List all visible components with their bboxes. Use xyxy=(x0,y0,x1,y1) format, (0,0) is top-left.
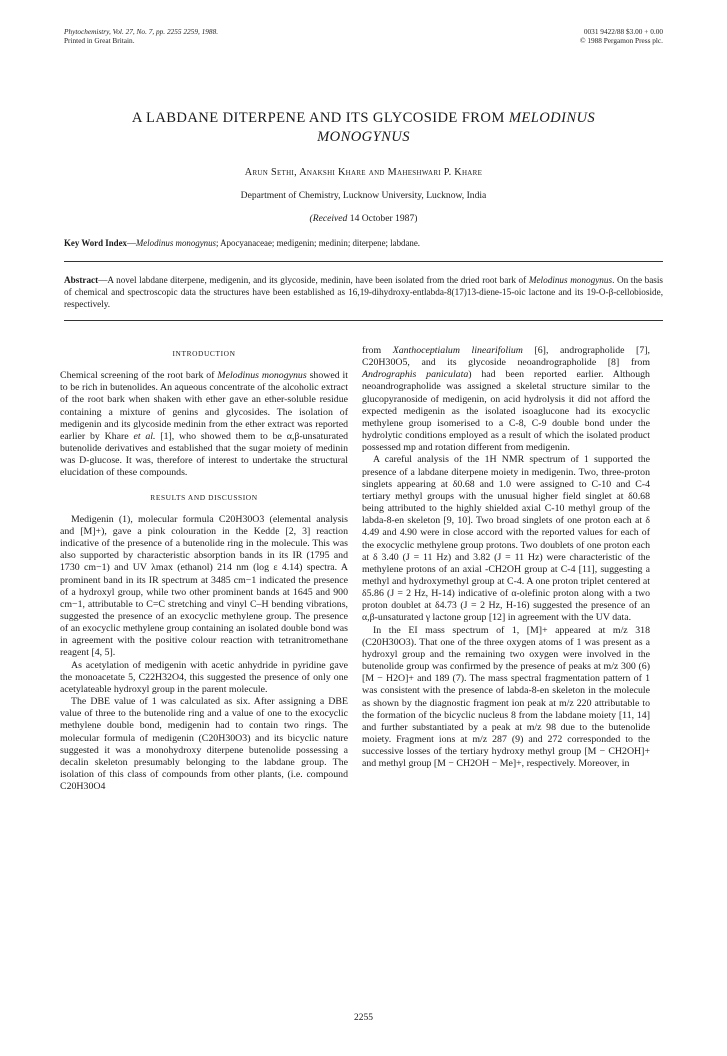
issn-price-line: 0031 9422/88 $3.00 + 0.00 xyxy=(583,27,663,36)
paper-title xyxy=(60,109,667,146)
paragraph xyxy=(362,345,650,454)
abstract-label: Abstract xyxy=(64,275,99,285)
right-column xyxy=(362,345,650,770)
section-heading-introduction: INTRODUCTION xyxy=(172,349,236,358)
journal-citation xyxy=(64,27,218,45)
text-run: from xyxy=(362,345,382,356)
paragraph xyxy=(60,370,348,479)
text-run: showed it to be rich in butenolides. An aqueous concentrate of the alcoholic extract of the root bark when shaken with ether gave an ether-soluble residue containing a mixture of genins and glycosides. The isolation of medigenin and its glycoside medinin from the ether extract was reported earlier by Khare xyxy=(60,370,348,442)
printed-in-line: Printed in Great Britain. xyxy=(64,36,135,45)
paragraph: Medigenin (1), molecular formula C20H30O3 (elemental analysis and [M]+), gave a pink colouration in the Kedde [2, 3] reaction indicative of the presence of a butenolide ring in the molecule. This was also supported by characteristic absorption bands in its IR (1795 and 1730 cm−1) and UV λmax (ethanol) 214 nm (log ε 4.14) spectra. A prominent band in its IR spectrum at 3485 cm−1 indicated the presence of a hydroxyl group, while two other prominent bands at 1645 and 900 cm−1, attributable to C=C stretching and vinyl C–H bending vibrations, suggested the presence of an exocyclic methylene group. The presence of an exocyclic methylene group containing an isolated double bond was in agreement with the positive colour reaction with tetranitromethane reagent [4, 5]. xyxy=(60,513,348,659)
text-run: [1], who showed them to be α,β-unsaturated butenolide derivatives and established that the sugar moiety of medinin was D-glucose. It was, therefore of interest to undertake the structural elucidation of these compounds. xyxy=(60,430,348,479)
paragraph: The DBE value of 1 was calculated as six. After assigning a DBE value of three to the butenolide ring and a value of one to the exocyclic methylene double bond, medigenin had to contain two rings. The molecular formula of medigenin (C20H30O3) and its bicyclic nature suggested it was a monohydroxy diterpene butenolide possessing a decalin skeleton presumably belonging to the labdane group. The isolation of this class of compounds from other plants, (i.e. compound C20H30O4 xyxy=(60,696,348,793)
title-italic-species: MONOGYNUS xyxy=(317,128,410,145)
paragraph: As acetylation of medigenin with acetic anhydride in pyridine gave the monoacetate 5, C22H32O4, this suggested the presence of only one acetylateable hydroxyl group in the parent molecule. xyxy=(60,659,348,695)
title-text: A LABDANE DITERPENE AND ITS GLYCOSIDE FROM xyxy=(131,110,505,126)
keyword-species: Melodinus monogynus xyxy=(135,238,216,248)
page-number: 2255 xyxy=(354,1013,373,1023)
keyword-index: Key Word Index—Melodinus monogynus; Apocyanaceae; medigenin; medinin; diterpene; labdane. xyxy=(64,238,421,248)
abstract-text-2: . On the basis of chemical and spectroscopic data the structures have been established as 16,19-dihydroxy-entlabda-8(17)13-diene-15-oic lactone and its 19-O-β-cellobioside, respectively. xyxy=(64,275,664,309)
text-run: [6], andrographolide [7], C20H30O5, and its glycoside neoandrographolide [8] from xyxy=(362,345,650,369)
author-list: Arun Sethi, Anakshi Khare and Maheshwari P. Khare xyxy=(244,167,483,178)
top-divider xyxy=(64,261,663,262)
species-name: Melodinus monogynus xyxy=(217,370,307,382)
copyright-line: © 1988 Pergamon Press plc. xyxy=(579,36,663,45)
abstract-divider xyxy=(64,320,663,321)
received-value: 14 October 1987) xyxy=(349,213,418,224)
keyword-list: ; Apocyanaceae; medigenin; medinin; diterpene; labdane. xyxy=(215,238,421,248)
copyright-block xyxy=(580,27,663,45)
left-column xyxy=(60,345,348,793)
journal-citation-line: Phytochemistry, Vol. 27, No. 7, pp. 2255 2259, 1988. xyxy=(64,27,219,36)
paragraph: A careful analysis of the 1H NMR spectrum of 1 supported the presence of a labdane diterpene moiety in medigenin. Two, three-proton singlets appearing at δ0.68 and 1.0 were assigned to C-10 and C-4 tertiary methyl groups with the unusual higher field singlet at δ0.68 being attributed to the highly shielded axial C-10 methyl group of the labda-8-en skeleton [9, 10]. Two broad singlets of one proton each at δ 4.49 and 4.90 were in close accord with the reported values for each of the exocyclic methylene group protons. Two doublets of one proton each at δ 3.40 (J = 11 Hz) and 3.82 (J = 11 Hz) were characteristic of the methylene protons of an axial -CH2OH group at C-4 [11], suggesting a methyl and hydroxymethyl group at C-4. A one proton triplet centered at δ5.86 (J = 2 Hz, H-14) indicative of α-olefinic proton along with a two proton doublet at δ4.73 (J = 2 Hz, H-16) suggested the presence of an α,β-unsaturated γ lactone group [12] in agreement with the UV data. xyxy=(362,454,650,624)
keyword-label: Key Word Index xyxy=(64,238,127,248)
text-run: Chemical screening of the root bark of xyxy=(60,370,215,382)
received-label: (Received xyxy=(309,213,348,224)
et-al: et al. xyxy=(133,430,156,442)
text-run: ) had been reported earlier. Although neoandrographolide was assigned a skeletal structure similar to the glucopyranoside of medigenin, on acid hydrolysis it did not afford the expected medigenin as the isolated isoaglucone had its exocyclic methylene group isomerised to a C-8, C-9 double bond under the hydrolytic conditions employed as a result of which the isolated product possessed mp and rotation different from medigenin. xyxy=(362,369,650,454)
abstract xyxy=(64,275,663,310)
abstract-text-1: —A novel labdane diterpene, medigenin, and its glycoside, medinin, have been isolated from the dried root bark of xyxy=(98,275,527,285)
paragraph: In the EI mass spectrum of 1, [M]+ appeared at m/z 318 (C20H30O3). That one of the three oxygen atoms of 1 was present as a hydroxyl group and the remaining two oxygen were involved in the butenolide group was confirmed by the presence of peaks at m/z 300 (6) [M − H2O]+ and 189 (7). The mass spectral fragmentation pattern of 1 was consistent with the presence of labda-8-en skeleton in the molecule as shown by the diagnostic fragment ion peak at m/z 220 attributable to the formation of the bicyclic nucleus 8 from the labdane moiety [11, 14] and further substantiated by a peak at m/z 98 due to the butenolide moiety. Fragment ions at m/z 287 (9) and 272 corresponded to the successive losses of the tertiary hydroxy methyl group [M − CH2OH]+ and methyl group [M − CH2OH − Me]+, respectively. Moreover, in xyxy=(362,624,650,770)
section-heading-results: RESULTS AND DISCUSSION xyxy=(150,492,258,502)
title-italic-genus: MELODINUS xyxy=(508,110,596,126)
received-date xyxy=(60,213,667,224)
affiliation: Department of Chemistry, Lucknow University, Lucknow, India xyxy=(240,190,487,201)
species-name: Xanthoceptialum linearifolium xyxy=(392,345,523,356)
species-name: Andrographis paniculata xyxy=(362,369,469,381)
abstract-species: Melodinus monogynus xyxy=(528,275,613,285)
